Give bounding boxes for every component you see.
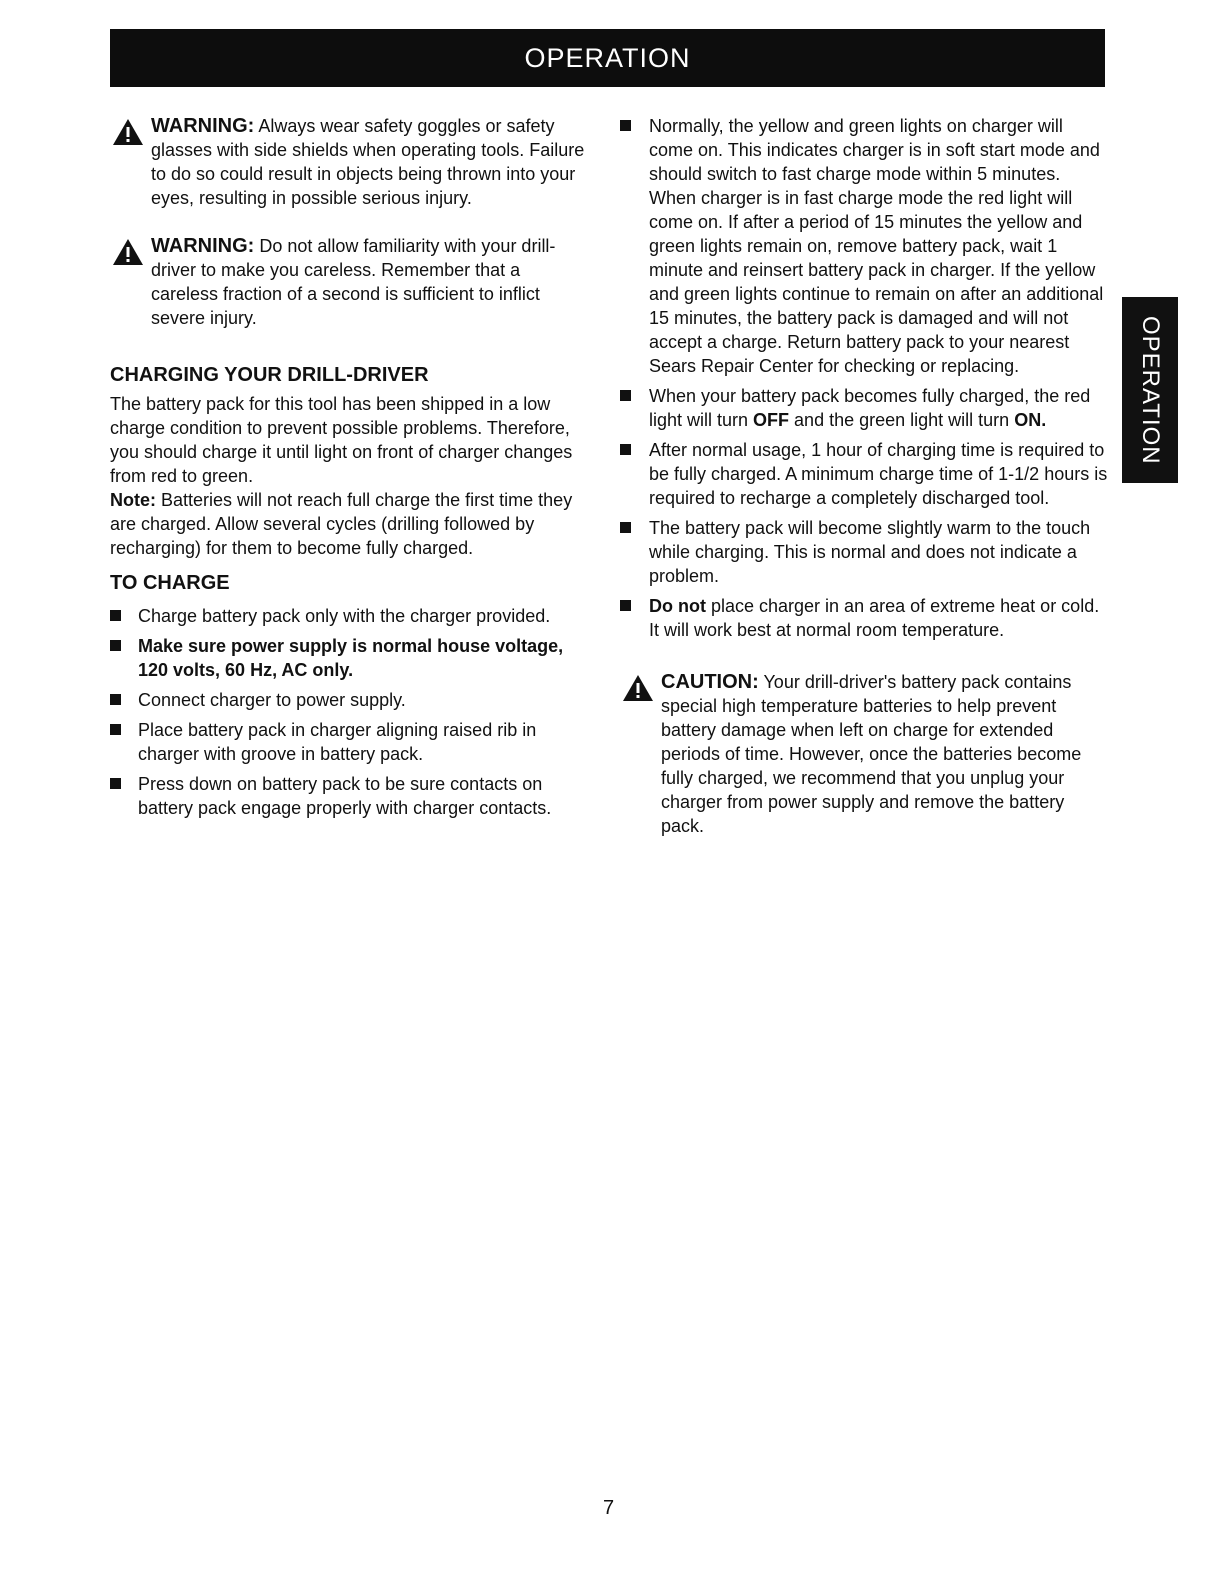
section-title: OPERATION (524, 42, 691, 73)
warning-triangle-icon (112, 238, 144, 266)
warning-text: Do not allow familiarity with your drill-driver to make you careless. Remember that a careless fraction of a second is sufficient to inflict severe injury. (151, 236, 556, 328)
page-number: 7 (602, 1497, 615, 1519)
list-item: Charge battery pack only with the charger provided. (110, 604, 590, 628)
bullet-square-icon (620, 120, 631, 131)
warning-familiarity (110, 234, 590, 330)
note-text: Batteries will not reach full charge the first time they are charged. Allow several cycles (drilling followed by recharging) for them to become fully charged. (110, 490, 573, 558)
bullet-square-icon (110, 640, 121, 651)
bullet-square-icon (620, 522, 631, 533)
charging-heading: CHARGING YOUR DRILL-DRIVER (110, 364, 429, 386)
bullet-square-icon (110, 724, 121, 735)
warning-triangle-icon (112, 118, 144, 146)
list-item: Place battery pack in charger aligning raised rib in charger with groove in battery pack. (110, 718, 590, 766)
list-item: The battery pack will become slightly warm to the touch while charging. This is normal and does not indicate a problem. (620, 516, 1110, 588)
charger-lights-list (620, 114, 1110, 642)
bullet-square-icon (620, 390, 631, 401)
list-item: Normally, the yellow and green lights on charger will come on. This indicates charger is in soft start mode and should switch to fast charge mode within 5 minutes. When charger is in fast charge mode the red light will come on. If after a period of 15 minutes the yellow and green lights remain on, remove battery pack, wait 1 minute and reinsert battery pack in charger. If the yellow and green lights continue to remain on after an additional 15 minutes, the battery pack is damaged and will not accept a charge. Return battery pack to your nearest Sears Repair Center for checking or replacing. (620, 114, 1110, 378)
caution-label: CAUTION: (661, 671, 759, 693)
list-item: Make sure power supply is normal house voltage, 120 volts, 60 Hz, AC only. (110, 634, 590, 682)
warning-goggles (110, 114, 590, 210)
bullet-square-icon (620, 444, 631, 455)
warning-label: WARNING: (151, 235, 255, 257)
to-charge-list (110, 604, 590, 820)
list-item: After normal usage, 1 hour of charging time is required to be fully charged. A minimum charge time of 1-1/2 hours is required to recharge a completely discharged tool. (620, 438, 1110, 510)
to-charge-heading: TO CHARGE (110, 572, 230, 594)
warning-label: WARNING: (151, 115, 255, 137)
right-column (620, 114, 1110, 838)
section-header (110, 29, 1105, 87)
note-paragraph (110, 488, 590, 560)
list-item: When your battery pack becomes fully charged, the red light will turn OFF and the green light will turn ON. (620, 384, 1110, 432)
list-item: Press down on battery pack to be sure contacts on battery pack engage properly with charger contacts. (110, 772, 590, 820)
caution-triangle-icon (622, 674, 654, 702)
charging-text: The battery pack for this tool has been shipped in a low charge condition to prevent possible problems. Therefore, you should charge it until light on front of charger changes from red to green. (110, 394, 573, 486)
left-column (110, 114, 590, 826)
list-item: Connect charger to power supply. (110, 688, 590, 712)
bullet-square-icon (110, 694, 121, 705)
caution-text: Your drill-driver's battery pack contains special high temperature batteries to help prevent battery damage when left on charge for extended periods of time. However, once the batteries become fully charged, we recommend that you unplug your charger from power supply and remove the battery pack. (661, 672, 1082, 836)
note-label: Note: (110, 490, 156, 510)
bullet-square-icon (620, 600, 631, 611)
bullet-square-icon (110, 778, 121, 789)
bullet-square-icon (110, 610, 121, 621)
warning-text: Always wear safety goggles or safety glasses with side shields when operating tools. Failure to do so could result in objects being thrown into your eyes, resulting in possible serious injury. (151, 116, 585, 208)
side-tab (1122, 297, 1178, 483)
list-item: Do not place charger in an area of extreme heat or cold. It will work best at normal room temperature. (620, 594, 1110, 642)
caution-battery (620, 670, 1110, 838)
side-tab-label: OPERATION (1137, 315, 1164, 465)
